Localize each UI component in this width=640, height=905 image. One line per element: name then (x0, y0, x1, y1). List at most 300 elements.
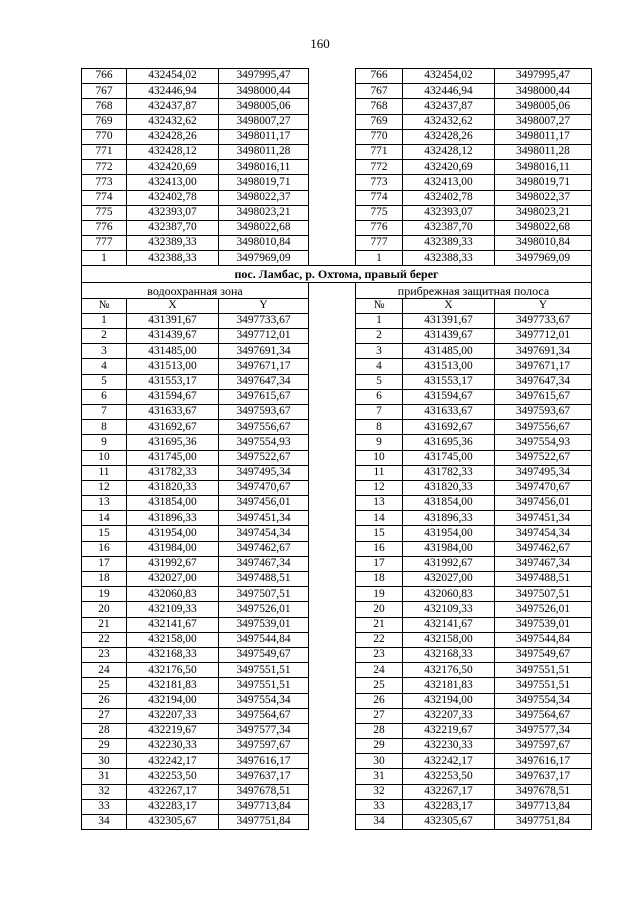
table-row (82, 632, 592, 647)
point-number: 2 (356, 329, 403, 344)
x-coordinate: 432141,67 (127, 617, 219, 632)
point-number: 1 (82, 251, 127, 266)
table-row (82, 617, 592, 632)
point-number: 19 (82, 587, 127, 602)
x-coordinate: 432283,17 (403, 799, 495, 814)
bottom-rows (82, 313, 592, 829)
y-coordinate: 3497467,34 (495, 556, 592, 571)
y-coordinate: 3498022,68 (495, 220, 592, 235)
point-number: 23 (82, 647, 127, 662)
y-coordinate: 3497454,34 (219, 526, 309, 541)
y-coordinate: 3497556,67 (219, 420, 309, 435)
y-coordinate: 3497526,01 (495, 602, 592, 617)
x-coordinate: 432283,17 (127, 799, 219, 814)
gap-cell (309, 220, 356, 235)
table-row (82, 739, 592, 754)
x-coordinate: 431984,00 (403, 541, 495, 556)
x-coordinate: 431954,00 (127, 526, 219, 541)
y-coordinate: 3498022,37 (219, 190, 309, 205)
x-coordinate: 431820,33 (403, 480, 495, 495)
table-row (82, 344, 592, 359)
point-number: 21 (356, 617, 403, 632)
y-coordinate: 3497554,93 (219, 435, 309, 450)
left-zone-label: водоохранная зона (82, 283, 309, 298)
point-number: 31 (82, 769, 127, 784)
x-coordinate: 431594,67 (403, 389, 495, 404)
gap-cell (309, 420, 356, 435)
coordinates-table (81, 68, 592, 830)
point-number: 7 (356, 404, 403, 419)
x-coordinate: 432432,62 (403, 114, 495, 129)
x-coordinate: 432387,70 (127, 220, 219, 235)
x-coordinate: 431485,00 (403, 344, 495, 359)
y-coordinate: 3497995,47 (495, 69, 592, 84)
point-number: 15 (356, 526, 403, 541)
point-number: 4 (82, 359, 127, 374)
point-number: 9 (356, 435, 403, 450)
gap-cell (309, 435, 356, 450)
page-number: 160 (310, 36, 330, 51)
point-number: 32 (356, 784, 403, 799)
x-coordinate: 432305,67 (403, 815, 495, 830)
x-coordinate: 431513,00 (403, 359, 495, 374)
column-header-y: Y (219, 298, 309, 313)
y-coordinate: 3497995,47 (219, 69, 309, 84)
y-coordinate: 3498011,28 (495, 144, 592, 159)
gap-cell (309, 329, 356, 344)
x-coordinate: 432305,67 (127, 815, 219, 830)
x-coordinate: 432393,07 (127, 205, 219, 220)
x-coordinate: 432432,62 (127, 114, 219, 129)
y-coordinate: 3497597,67 (495, 739, 592, 754)
point-number: 18 (356, 572, 403, 587)
point-number: 25 (82, 678, 127, 693)
x-coordinate: 432060,83 (403, 587, 495, 602)
point-number: 769 (82, 114, 127, 129)
x-coordinate: 431594,67 (127, 389, 219, 404)
x-coordinate: 431820,33 (127, 480, 219, 495)
gap-cell (309, 556, 356, 571)
table-row (82, 556, 592, 571)
x-coordinate: 431633,67 (127, 404, 219, 419)
x-coordinate: 431553,17 (127, 374, 219, 389)
gap-cell (309, 663, 356, 678)
point-number: 10 (356, 450, 403, 465)
point-number: 22 (356, 632, 403, 647)
y-coordinate: 3497544,84 (219, 632, 309, 647)
gap-cell (309, 480, 356, 495)
table-row (82, 175, 592, 190)
gap-cell (309, 129, 356, 144)
x-coordinate: 432027,00 (127, 572, 219, 587)
gap-cell (309, 374, 356, 389)
table-row (82, 587, 592, 602)
y-coordinate: 3497456,01 (495, 496, 592, 511)
gap-cell (309, 632, 356, 647)
x-coordinate: 432389,33 (403, 236, 495, 251)
point-number: 29 (356, 739, 403, 754)
point-number: 766 (356, 69, 403, 84)
y-coordinate: 3498023,21 (219, 205, 309, 220)
point-number: 774 (356, 190, 403, 205)
y-coordinate: 3497539,01 (219, 617, 309, 632)
table-row (82, 389, 592, 404)
y-coordinate: 3498011,17 (219, 129, 309, 144)
gap-cell (309, 359, 356, 374)
point-number: 766 (82, 69, 127, 84)
table-row (82, 602, 592, 617)
y-coordinate: 3498019,71 (495, 175, 592, 190)
point-number: 768 (82, 99, 127, 114)
table-row (82, 663, 592, 678)
x-coordinate: 432207,33 (127, 708, 219, 723)
y-coordinate: 3497647,34 (495, 374, 592, 389)
y-coordinate: 3497470,67 (219, 480, 309, 495)
x-coordinate: 432446,94 (127, 84, 219, 99)
point-number: 775 (82, 205, 127, 220)
x-coordinate: 432242,17 (127, 754, 219, 769)
y-coordinate: 3498022,37 (495, 190, 592, 205)
y-coordinate: 3498005,06 (219, 99, 309, 114)
y-coordinate: 3497751,84 (495, 815, 592, 830)
y-coordinate: 3497554,34 (219, 693, 309, 708)
point-number: 770 (356, 129, 403, 144)
table-row (82, 129, 592, 144)
gap-cell (309, 114, 356, 129)
point-number: 25 (356, 678, 403, 693)
y-coordinate: 3498011,17 (495, 129, 592, 144)
point-number: 30 (356, 754, 403, 769)
table-row (82, 236, 592, 251)
table-row (82, 420, 592, 435)
gap-cell (309, 144, 356, 159)
point-number: 22 (82, 632, 127, 647)
y-coordinate: 3497616,17 (219, 754, 309, 769)
point-number: 23 (356, 647, 403, 662)
point-number: 34 (82, 815, 127, 830)
point-number: 24 (356, 663, 403, 678)
point-number: 16 (356, 541, 403, 556)
gap-cell (309, 251, 356, 266)
point-number: 3 (82, 344, 127, 359)
y-coordinate: 3497691,34 (219, 344, 309, 359)
table-row (82, 496, 592, 511)
x-coordinate: 432413,00 (127, 175, 219, 190)
x-coordinate: 431513,00 (127, 359, 219, 374)
gap-cell (309, 99, 356, 114)
x-coordinate: 432158,00 (403, 632, 495, 647)
gap-cell (309, 160, 356, 175)
y-coordinate: 3497577,34 (219, 723, 309, 738)
gap-cell (309, 769, 356, 784)
gap-cell (309, 313, 356, 328)
y-coordinate: 3497616,17 (495, 754, 592, 769)
y-coordinate: 3497451,34 (495, 511, 592, 526)
table-row (82, 815, 592, 830)
gap-cell (309, 617, 356, 632)
x-coordinate: 432194,00 (403, 693, 495, 708)
y-coordinate: 3497577,34 (495, 723, 592, 738)
y-coordinate: 3497522,67 (219, 450, 309, 465)
y-coordinate: 3498010,84 (219, 236, 309, 251)
point-number: 18 (82, 572, 127, 587)
x-coordinate: 431782,33 (403, 465, 495, 480)
y-coordinate: 3497554,34 (495, 693, 592, 708)
x-coordinate: 432253,50 (127, 769, 219, 784)
x-coordinate: 431745,00 (127, 450, 219, 465)
x-coordinate: 432437,87 (403, 99, 495, 114)
table-row (82, 144, 592, 159)
x-coordinate: 431692,67 (127, 420, 219, 435)
y-coordinate: 3497495,34 (219, 465, 309, 480)
table-row (82, 160, 592, 175)
top-rows (82, 69, 592, 266)
point-number: 16 (82, 541, 127, 556)
x-coordinate: 432267,17 (403, 784, 495, 799)
point-number: 27 (356, 708, 403, 723)
table-row (82, 693, 592, 708)
x-coordinate: 432393,07 (403, 205, 495, 220)
y-coordinate: 3497549,67 (219, 647, 309, 662)
point-number: 28 (82, 723, 127, 738)
point-number: 34 (356, 815, 403, 830)
section-title: пос. Ламбас, р. Охтома, правый берег (82, 266, 592, 283)
point-number: 775 (356, 205, 403, 220)
x-coordinate: 431695,36 (403, 435, 495, 450)
table-row (82, 435, 592, 450)
y-coordinate: 3497593,67 (219, 404, 309, 419)
table-row (82, 784, 592, 799)
point-number: 6 (82, 389, 127, 404)
gap-cell (309, 647, 356, 662)
column-header-row (82, 298, 592, 313)
point-number: 28 (356, 723, 403, 738)
gap-cell (309, 344, 356, 359)
y-coordinate: 3497551,51 (219, 663, 309, 678)
y-coordinate: 3497495,34 (495, 465, 592, 480)
point-number: 1 (356, 313, 403, 328)
gap-cell (309, 69, 356, 84)
y-coordinate: 3498007,27 (495, 114, 592, 129)
y-coordinate: 3497733,67 (495, 313, 592, 328)
x-coordinate: 431695,36 (127, 435, 219, 450)
table-row (82, 190, 592, 205)
point-number: 19 (356, 587, 403, 602)
point-number: 776 (82, 220, 127, 235)
column-header-x: X (403, 298, 495, 313)
column-header-no: № (356, 298, 403, 313)
point-number: 14 (356, 511, 403, 526)
point-number: 2 (82, 329, 127, 344)
table-row (82, 465, 592, 480)
y-coordinate: 3497488,51 (219, 572, 309, 587)
point-number: 21 (82, 617, 127, 632)
y-coordinate: 3497969,09 (495, 251, 592, 266)
x-coordinate: 432428,12 (403, 144, 495, 159)
y-coordinate: 3497712,01 (495, 329, 592, 344)
gap-cell (309, 602, 356, 617)
point-number: 772 (82, 160, 127, 175)
point-number: 773 (356, 175, 403, 190)
table-row (82, 754, 592, 769)
point-number: 31 (356, 769, 403, 784)
point-number: 33 (356, 799, 403, 814)
table-row (82, 526, 592, 541)
table-row (82, 404, 592, 419)
y-coordinate: 3497691,34 (495, 344, 592, 359)
x-coordinate: 432267,17 (127, 784, 219, 799)
table-row (82, 678, 592, 693)
x-coordinate: 431896,33 (127, 511, 219, 526)
point-number: 24 (82, 663, 127, 678)
x-coordinate: 432428,26 (403, 129, 495, 144)
x-coordinate: 432454,02 (403, 69, 495, 84)
point-number: 774 (82, 190, 127, 205)
gap-cell (309, 205, 356, 220)
x-coordinate: 431439,67 (127, 329, 219, 344)
x-coordinate: 432168,33 (127, 647, 219, 662)
gap-cell (309, 84, 356, 99)
gap-cell (309, 754, 356, 769)
table-row (82, 480, 592, 495)
x-coordinate: 432194,00 (127, 693, 219, 708)
x-coordinate: 431782,33 (127, 465, 219, 480)
x-coordinate: 432230,33 (127, 739, 219, 754)
table-row (82, 511, 592, 526)
y-coordinate: 3497615,67 (495, 389, 592, 404)
point-number: 7 (82, 404, 127, 419)
point-number: 771 (82, 144, 127, 159)
y-coordinate: 3498016,11 (219, 160, 309, 175)
x-coordinate: 432109,33 (127, 602, 219, 617)
point-number: 771 (356, 144, 403, 159)
y-coordinate: 3497969,09 (219, 251, 309, 266)
table-row (82, 69, 592, 84)
x-coordinate: 432388,33 (127, 251, 219, 266)
point-number: 6 (356, 389, 403, 404)
gap-cell (309, 739, 356, 754)
point-number: 773 (82, 175, 127, 190)
x-coordinate: 432109,33 (403, 602, 495, 617)
gap-cell (309, 511, 356, 526)
x-coordinate: 431992,67 (403, 556, 495, 571)
y-coordinate: 3497556,67 (495, 420, 592, 435)
point-number: 13 (356, 496, 403, 511)
point-number: 26 (82, 693, 127, 708)
column-header-no: № (82, 298, 127, 313)
table-row (82, 329, 592, 344)
x-coordinate: 431992,67 (127, 556, 219, 571)
table-row (82, 84, 592, 99)
x-coordinate: 431984,00 (127, 541, 219, 556)
gap-cell (309, 587, 356, 602)
x-coordinate: 432389,33 (127, 236, 219, 251)
gap-cell (309, 799, 356, 814)
y-coordinate: 3497678,51 (495, 784, 592, 799)
x-coordinate: 432402,78 (403, 190, 495, 205)
x-coordinate: 431633,67 (403, 404, 495, 419)
x-coordinate: 432420,69 (127, 160, 219, 175)
gap-cell (309, 526, 356, 541)
x-coordinate: 432207,33 (403, 708, 495, 723)
y-coordinate: 3498010,84 (495, 236, 592, 251)
gap-cell (309, 404, 356, 419)
gap-cell (309, 541, 356, 556)
table-row (82, 450, 592, 465)
point-number: 11 (82, 465, 127, 480)
point-number: 17 (356, 556, 403, 571)
gap-cell (309, 815, 356, 830)
point-number: 777 (356, 236, 403, 251)
x-coordinate: 431896,33 (403, 511, 495, 526)
table-row (82, 723, 592, 738)
table-row (82, 313, 592, 328)
y-coordinate: 3497615,67 (219, 389, 309, 404)
point-number: 14 (82, 511, 127, 526)
x-coordinate: 432176,50 (127, 663, 219, 678)
x-coordinate: 431553,17 (403, 374, 495, 389)
point-number: 10 (82, 450, 127, 465)
table-row (82, 359, 592, 374)
y-coordinate: 3497488,51 (495, 572, 592, 587)
x-coordinate: 431854,00 (403, 496, 495, 511)
y-coordinate: 3497597,67 (219, 739, 309, 754)
y-coordinate: 3498016,11 (495, 160, 592, 175)
y-coordinate: 3497713,84 (219, 799, 309, 814)
y-coordinate: 3498000,44 (495, 84, 592, 99)
x-coordinate: 431391,67 (403, 313, 495, 328)
gap-cell (309, 236, 356, 251)
y-coordinate: 3497671,17 (219, 359, 309, 374)
y-coordinate: 3498022,68 (219, 220, 309, 235)
table-row (82, 220, 592, 235)
table-row (82, 708, 592, 723)
table-row (82, 205, 592, 220)
table-row (82, 799, 592, 814)
y-coordinate: 3497456,01 (219, 496, 309, 511)
column-header-x: X (127, 298, 219, 313)
x-coordinate: 432420,69 (403, 160, 495, 175)
x-coordinate: 432060,83 (127, 587, 219, 602)
x-coordinate: 432219,67 (403, 723, 495, 738)
x-coordinate: 432253,50 (403, 769, 495, 784)
gap-cell (309, 572, 356, 587)
point-number: 770 (82, 129, 127, 144)
x-coordinate: 432446,94 (403, 84, 495, 99)
x-coordinate: 432168,33 (403, 647, 495, 662)
point-number: 29 (82, 739, 127, 754)
y-coordinate: 3497539,01 (495, 617, 592, 632)
x-coordinate: 432158,00 (127, 632, 219, 647)
y-coordinate: 3498023,21 (495, 205, 592, 220)
point-number: 12 (356, 480, 403, 495)
x-coordinate: 432230,33 (403, 739, 495, 754)
point-number: 8 (82, 420, 127, 435)
y-coordinate: 3497454,34 (495, 526, 592, 541)
x-coordinate: 432219,67 (127, 723, 219, 738)
point-number: 4 (356, 359, 403, 374)
x-coordinate: 432437,87 (127, 99, 219, 114)
point-number: 9 (82, 435, 127, 450)
y-coordinate: 3497451,34 (219, 511, 309, 526)
point-number: 11 (356, 465, 403, 480)
gap-cell (309, 784, 356, 799)
gap-cell (309, 723, 356, 738)
gap-cell (309, 450, 356, 465)
x-coordinate: 431854,00 (127, 496, 219, 511)
point-number: 32 (82, 784, 127, 799)
point-number: 30 (82, 754, 127, 769)
